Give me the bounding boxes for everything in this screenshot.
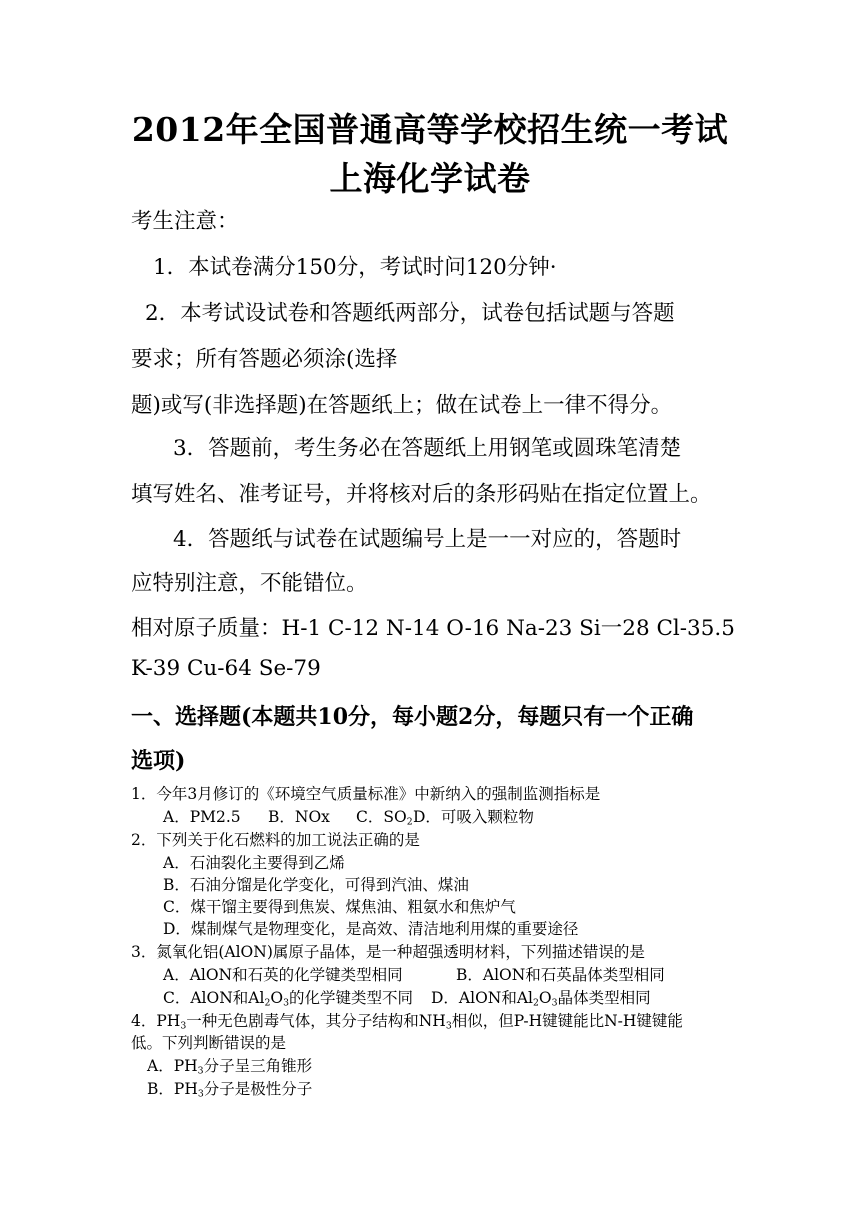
atomic-mass-line-1: 相对原子质量：H-1 C-12 N-14 O-16 Na-23 Si一28 Cl-35.5 [131, 616, 735, 641]
question-4-option-b: B．$PH_3$分子是极性分子 [147, 1080, 313, 1100]
question-2-option-a: A．石油裂化主要得到乙烯 [163, 854, 345, 872]
notice-item-2-line-3: 题)或写(非选择题)在答题纸上；做在试卷上一律不得分。 [131, 393, 673, 418]
question-2-stem: 2．下列关于化石燃料的加工说法正确的是 [131, 831, 420, 849]
question-3-option-b: B．AlON和石英晶体类型相同 [456, 966, 665, 984]
notice-item-4-line-1: 4．答题纸与试卷在试题编号上是一一对应的，答题时 [173, 527, 682, 552]
section-heading-line-2: 选项) [131, 748, 186, 774]
question-2-option-d: D．煤制煤气是物理变化，是高效、清洁地利用煤的重要途径 [163, 920, 579, 938]
question-2-option-c: C．煤干馏主要得到焦炭、煤焦油、粗氨水和焦炉气 [163, 898, 516, 916]
notice-item-3-line-2: 填写姓名、准考证号，并将核对后的条形码贴在指定位置上。 [131, 482, 712, 507]
notice-item-1: 1．本试卷满分150分，考试时问120分钟· [153, 255, 557, 280]
notice-item-4-line-2: 应特别注意，不能错位。 [131, 571, 368, 596]
question-1-option-d: D．可吸入颗粒物 [413, 808, 534, 826]
question-3-option-a: A．AlON和石英的化学键类型相同 [163, 966, 403, 984]
exam-title-line1: 2012年全国普通高等学校招生统一考试 [131, 110, 729, 149]
question-4-option-a: A．$PH_3$分子呈三角锥形 [147, 1057, 313, 1077]
question-4-stem-line-1: 4．$PH_3$一种无色剧毒气体，其分子结构和$NH_3$相似，但P-H键键能比N-H键键能 [131, 1012, 683, 1032]
question-1-option-b: B．NOx [268, 808, 330, 826]
question-3-stem: 3．氮氧化铝(AlON)属原子晶体，是一种超强透明材料，下列描述错误的是 [131, 943, 645, 961]
question-4-stem-line-2: 低。下列判断错误的是 [131, 1034, 287, 1052]
question-2-option-b: B．石油分馏是化学变化，可得到汽油、煤油 [163, 876, 469, 894]
question-3-option-c: C．AlON和$Al_2O_3$的化学键类型不同 [163, 989, 414, 1009]
exam-title-line2: 上海化学试卷 [329, 159, 531, 198]
notice-item-3-line-1: 3．答题前，考生务必在答题纸上用钢笔或圆珠笔清楚 [173, 436, 682, 461]
notice-item-2-line-2: 要求；所有答题必须涂(选择 [131, 347, 398, 372]
atomic-mass-line-2: K-39 Cu-64 Se-79 [131, 656, 321, 681]
question-3-option-d: D．AlON和$Al_2O_3$晶体类型相同 [431, 989, 651, 1009]
question-1-option-c: C．$SO_2$ [356, 808, 413, 828]
notice-item-2-line-1: 2．本考试设试卷和答题纸两部分，试卷包括试题与答题 [145, 301, 675, 326]
question-1-option-a: A．PM2.5 [163, 808, 241, 826]
question-1-stem: 1．今年3月修订的《环境空气质量标准》中新纳入的强制监测指标是 [131, 785, 601, 803]
notice-label: 考生注意： [131, 209, 239, 234]
section-heading-line-1: 一、选择题(本题共10分，每小题2分，每题只有一个正确 [131, 704, 694, 730]
